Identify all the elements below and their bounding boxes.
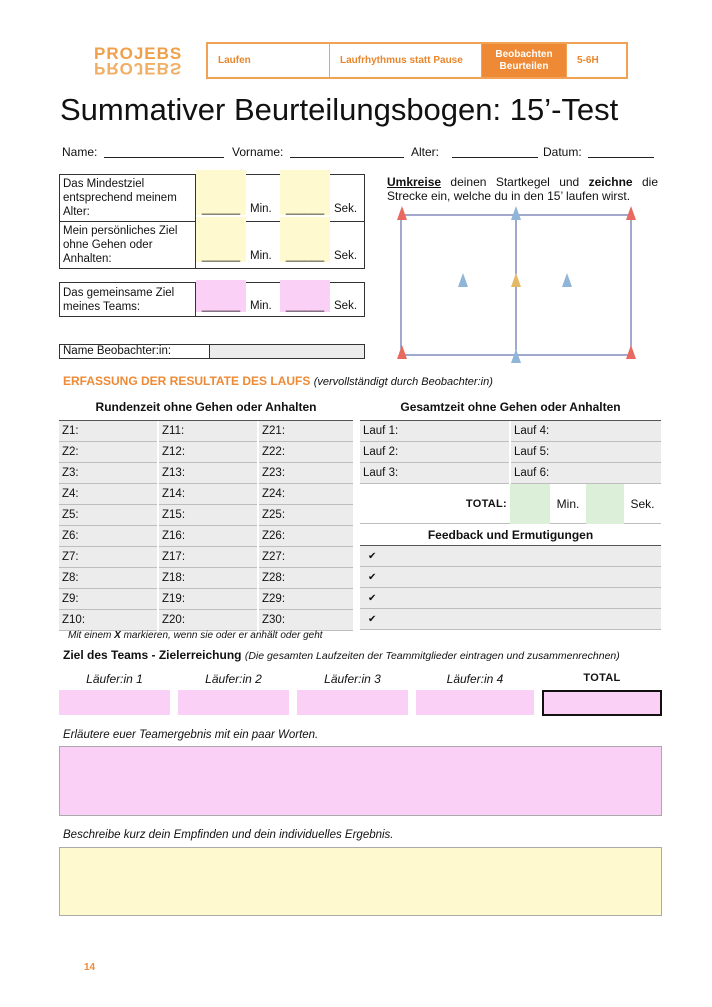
team-total-field[interactable] [542, 690, 662, 716]
team-total-label: TOTAL [583, 672, 621, 684]
total-sec-unit: Sek. [630, 496, 655, 511]
team-result-textarea[interactable] [59, 746, 662, 816]
min-goal-label: Das Mindestziel entsprechend meinem Alter: [60, 175, 196, 222]
feedback-row[interactable] [360, 567, 661, 588]
projebs-logo: PROJEBS PROJEBS [94, 44, 183, 78]
table-row[interactable]: Z4: [59, 484, 157, 505]
feedback-row[interactable] [360, 609, 661, 630]
table-row[interactable]: Z10: [59, 610, 157, 631]
table-row[interactable]: Z3: [59, 463, 157, 484]
total-min-unit: Min. [556, 496, 580, 511]
cone-icon [397, 206, 407, 220]
observer-row [59, 344, 365, 359]
total-time-heading: Gesamtzeit ohne Gehen oder Anhalten [400, 400, 621, 414]
table-row[interactable]: Z6: [59, 526, 157, 547]
vorname-label: Vorname: [232, 145, 284, 159]
cone-icon [562, 273, 572, 287]
check-icon: ✔ [368, 592, 377, 604]
table-row[interactable]: Z15: [159, 505, 257, 526]
runner-4-label: Läufer:in 4 [446, 672, 504, 686]
table-row[interactable]: Lauf 3: [360, 463, 509, 484]
explain-prompt: Erläutere euer Teamergebnis mit ein paar Worten. [63, 729, 319, 741]
table-row[interactable]: Lauf 5: [511, 442, 661, 463]
min-goal-minutes[interactable]: ______ [196, 170, 246, 215]
runner-4-field[interactable] [416, 690, 534, 715]
name-label: Name: [62, 145, 98, 159]
table-row[interactable]: Z19: [159, 589, 257, 610]
table-row[interactable]: Z22: [259, 442, 353, 463]
vorname-field[interactable] [290, 146, 404, 158]
track-diagram [390, 200, 650, 368]
runner-2-label: Läufer:in 2 [205, 672, 262, 686]
cone-icon [626, 206, 636, 220]
rounds-col-3 [259, 421, 353, 631]
table-row[interactable]: Lauf 6: [511, 463, 661, 484]
table-row[interactable]: Z21: [259, 421, 353, 442]
total-time-col-right [511, 421, 661, 484]
feedback-heading: Feedback und Ermutigungen [427, 528, 594, 542]
check-icon: ✔ [368, 550, 377, 562]
check-icon: ✔ [368, 613, 377, 625]
table-row[interactable]: Z16: [159, 526, 257, 547]
runner-1-field[interactable] [59, 690, 170, 715]
table-row[interactable]: Z27: [259, 547, 353, 568]
total-seconds[interactable] [586, 484, 624, 524]
observer-field[interactable] [210, 345, 364, 358]
table-row[interactable]: Z12: [159, 442, 257, 463]
datum-label: Datum: [543, 145, 582, 159]
cone-icon [511, 273, 521, 287]
table-row[interactable]: Z1: [59, 421, 157, 442]
check-icon: ✔ [368, 571, 377, 583]
table-row[interactable]: Z13: [159, 463, 257, 484]
runner-3-field[interactable] [297, 690, 408, 715]
page-title: Summativer Beurteilungsbogen: 15’-Test [60, 92, 619, 127]
table-row[interactable]: Z24: [259, 484, 353, 505]
table-row[interactable]: Z28: [259, 568, 353, 589]
table-row[interactable]: Z18: [159, 568, 257, 589]
rounds-col-2 [159, 421, 257, 631]
table-row[interactable]: Z25: [259, 505, 353, 526]
table-row[interactable]: Z8: [59, 568, 157, 589]
tab-laufen: Laufen [208, 44, 330, 77]
tab-level: 5-6H [577, 55, 599, 66]
table-row[interactable]: Z7: [59, 547, 157, 568]
alter-label: Alter: [411, 145, 440, 159]
datum-field[interactable] [588, 146, 654, 158]
total-minutes[interactable] [510, 484, 550, 524]
cone-icon [397, 345, 407, 359]
feedback-row[interactable] [360, 546, 661, 567]
table-row[interactable]: Lauf 1: [360, 421, 509, 442]
table-row[interactable]: Z17: [159, 547, 257, 568]
results-heading: ERFASSUNG DER RESULTATE DES LAUFS (vervollständigt durch Beobachter:in) [63, 374, 493, 388]
team-goal-label: Das gemeinsame Ziel meines Teams: [60, 283, 196, 317]
tab-laufrhythmus: Laufrhythmus statt Pause [330, 44, 482, 77]
table-row[interactable]: Lauf 2: [360, 442, 509, 463]
feedback-rows [360, 546, 661, 630]
personal-goal-minutes[interactable]: ______ [196, 217, 246, 262]
table-row[interactable]: Z26: [259, 526, 353, 547]
cone-icon [511, 349, 521, 363]
personal-goal-seconds[interactable]: ______ [280, 217, 330, 262]
observer-label: Name Beobachter:in: [60, 345, 210, 358]
page-number: 14 [84, 962, 96, 973]
table-row[interactable]: Z23: [259, 463, 353, 484]
header-tabs [206, 42, 628, 79]
runner-3-label: Läufer:in 3 [324, 672, 381, 686]
team-goal-seconds[interactable]: ______ [280, 280, 330, 312]
table-row[interactable]: Z30: [259, 610, 353, 631]
total-row [360, 484, 661, 524]
table-row[interactable]: Z20: [159, 610, 257, 631]
table-row[interactable]: Z11: [159, 421, 257, 442]
team-goal-minutes[interactable]: ______ [196, 280, 246, 312]
table-row[interactable]: Lauf 4: [511, 421, 661, 442]
rounds-col-1 [59, 421, 157, 631]
track-instruction: Umkreise deinen Startkegel und zeichne die Strecke ein, welche du in den 15’ laufen wirst. [387, 175, 658, 203]
total-label: TOTAL: [465, 497, 507, 510]
total-time-col-left [360, 421, 509, 484]
cone-icon [626, 345, 636, 359]
table-row[interactable]: Z14: [159, 484, 257, 505]
tab-beobachten-beurteilen: Beobachten Beurteilen [482, 44, 567, 77]
table-row[interactable]: Z9: [59, 589, 157, 610]
table-row[interactable]: Z29: [259, 589, 353, 610]
table-row[interactable]: Z2: [59, 442, 157, 463]
name-field[interactable] [104, 146, 224, 158]
feedback-row[interactable] [360, 588, 661, 609]
team-goal-table: Das gemeinsame Ziel meines Teams: ______ Min. ______ Sek. [59, 282, 365, 317]
cone-icon [511, 206, 521, 220]
rounds-heading: Rundenzeit ohne Gehen oder Anhalten [95, 400, 317, 414]
runner-1-label: Läufer:in 1 [86, 672, 143, 686]
team-heading: Ziel des Teams - Zielerreichung (Die gesamten Laufzeiten der Teammitglieder eintragen und zusammenrechnen) [63, 648, 620, 662]
goals-table: Das Mindestziel entsprechend meinem Alter: ______ Min. ______ Sek. Mein persönliches Ziel ohne Gehen oder Anhalten: ______ Min. ______ Sek. [59, 174, 365, 269]
min-goal-seconds[interactable]: ______ [280, 170, 330, 215]
individual-result-textarea[interactable] [59, 847, 662, 916]
alter-field[interactable] [452, 146, 538, 158]
cone-icon [458, 273, 468, 287]
rounds-footnote: Mit einem X markieren, wenn sie oder er anhält oder geht [68, 630, 323, 641]
table-row[interactable]: Z5: [59, 505, 157, 526]
describe-prompt: Beschreibe kurz dein Empfinden und dein individuelles Ergebnis. [63, 829, 394, 841]
personal-goal-label: Mein persönliches Ziel ohne Gehen oder Anhalten: [60, 222, 196, 269]
runner-2-field[interactable] [178, 690, 289, 715]
